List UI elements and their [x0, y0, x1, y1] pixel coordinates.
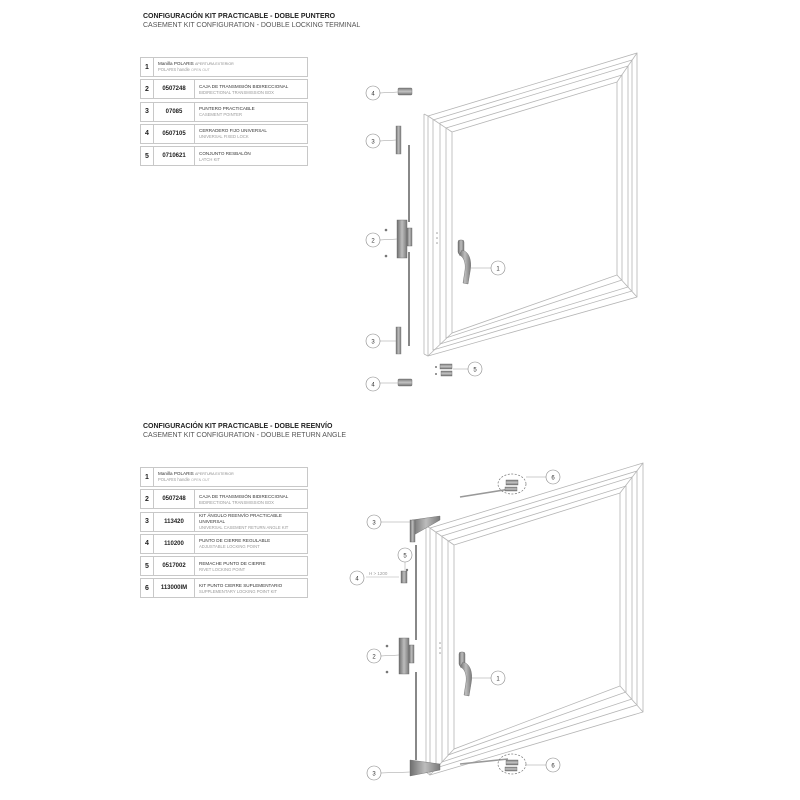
callout-number: 3 — [371, 139, 375, 146]
hardware-rod-1 — [385, 126, 412, 354]
part-code: 0710621 — [154, 146, 195, 166]
part-desc-en: SUPPLEMENTARY LOCKING POINT KIT — [199, 588, 278, 594]
part-code: 0517002 — [154, 556, 195, 576]
callout-marker — [526, 470, 560, 484]
part-desc-en: BIDIRECTIONAL TRANSMISSION BOX — [199, 89, 274, 95]
part-code: 0507248 — [154, 489, 195, 509]
callout-marker — [366, 86, 398, 100]
part-number: 1 — [140, 467, 154, 487]
callout-number: 4 — [371, 91, 375, 98]
window-frame-2 — [426, 463, 643, 775]
dots-2 — [439, 642, 441, 654]
callout-number: 3 — [372, 520, 376, 527]
part-code: 07085 — [154, 102, 195, 122]
section-1-title-es: CONFIGURACIÓN KIT PRACTICABLE - DOBLE PUNTERO — [143, 13, 336, 20]
part-desc-en: POLARIS handle — [158, 67, 190, 72]
hardware-rod-2 — [386, 516, 440, 776]
section-1-title-en: CASEMENT KIT CONFIGURATION - DOUBLE LOCKING TERMINAL — [143, 22, 361, 29]
callout-number: 1 — [496, 266, 500, 273]
section-2-title-es: CONFIGURACIÓN KIT PRACTICABLE - DOBLE REENVÍO — [143, 423, 333, 430]
callout-number: 2 — [371, 238, 375, 245]
part-code: 113420 — [154, 512, 195, 532]
part-desc-en: LATCH KIT — [199, 156, 221, 162]
callout-number: 3 — [371, 339, 375, 346]
callout-number: 2 — [372, 654, 376, 661]
part-desc-es-small: APERTURA EXTERIOR — [195, 62, 234, 66]
callout-marker — [367, 766, 410, 780]
polaris-handle-icon-1 — [458, 240, 471, 284]
callout-number: 4 — [355, 576, 359, 583]
callout-number: 1 — [496, 676, 500, 683]
callout-number: 4 — [371, 382, 375, 389]
section-2-title-en: CASEMENT KIT CONFIGURATION - DOUBLE RETURN ANGLE — [143, 432, 347, 439]
part-desc-en: RIVET LOCKING POINT — [199, 566, 246, 572]
callout-marker — [470, 261, 505, 275]
window-frame-1 — [424, 53, 637, 356]
part-desc-es-small: APERTURA EXTERIOR — [195, 472, 234, 476]
part-code: 0507248 — [154, 79, 195, 99]
part-desc-es: KIT ÁNGULO REENVÍO PRACTICABLE UNIVERSAL — [199, 513, 282, 525]
latch-kit-icon-1 — [435, 364, 452, 376]
part-desc-es: Manilla POLARIS — [158, 61, 194, 66]
callout-number: 3 — [372, 771, 376, 778]
callout-marker — [366, 377, 398, 391]
part-desc-en: POLARIS handle — [158, 477, 190, 482]
part-desc-es: CAJA DE TRANSMISIÓN BIDIRECCIONAL — [199, 83, 289, 89]
callout-number: 5 — [473, 367, 477, 374]
part-code: 0507105 — [154, 124, 195, 144]
part-desc-en: UNIVERSAL FIXED LOCK — [199, 134, 249, 140]
callout-marker — [366, 334, 396, 348]
part-desc-en: CASEMENT POINTER — [199, 112, 242, 118]
polaris-handle-icon-2 — [459, 652, 472, 696]
callout-marker — [366, 134, 396, 148]
part-number: 5 — [140, 146, 154, 166]
part-code: 110200 — [154, 534, 195, 554]
part-number: 5 — [140, 556, 154, 576]
part-number: 3 — [140, 102, 154, 122]
part-desc-en: ADJUSTABLE LOCKING POINT — [199, 544, 260, 550]
callout-marker — [526, 758, 560, 772]
callout-number: 5 — [403, 553, 407, 560]
part-number: 1 — [140, 57, 154, 77]
part-desc-en-small: OPEN OUT — [191, 68, 210, 72]
part-desc-en-small: OPEN OUT — [191, 478, 210, 482]
callout-marker — [366, 233, 397, 247]
callout-number: 6 — [551, 763, 555, 770]
part-desc-es: PUNTO DE CIERRE REGULABLE — [199, 538, 271, 544]
part-desc-en: UNIVERSAL CASEMENT RETURN ANGLE KIT — [199, 525, 289, 531]
callout-marker — [350, 571, 364, 585]
part-number: 4 — [140, 124, 154, 144]
part-number: 2 — [140, 79, 154, 99]
callout-marker — [398, 548, 412, 570]
part-number: 4 — [140, 534, 154, 554]
part-desc-es: Manilla POLARIS — [158, 471, 194, 476]
part-desc-es: PUNTERO PRACTICABLE — [199, 106, 255, 112]
part-desc-es: CAJA DE TRANSMISIÓN BIDIRECCIONAL — [199, 493, 289, 499]
part-desc-es: CERRADERO FIJO UNIVERSAL — [199, 128, 267, 134]
part-code: 113000IM — [154, 578, 195, 598]
part-desc-en: BIDIRECTIONAL TRANSMISSION BOX — [199, 499, 274, 505]
callout-marker — [453, 362, 482, 376]
part-desc-es: KIT PUNTO CIERRE SUPLEMENTARIO — [199, 582, 283, 588]
part-desc-es: CONJUNTO RESBALÓN — [199, 150, 251, 156]
dimension-label: H > 1200 — [369, 571, 388, 576]
dots-1 — [436, 232, 438, 244]
callouts-1 — [366, 86, 505, 391]
part-number: 2 — [140, 489, 154, 509]
callout-marker — [367, 515, 410, 529]
callout-marker — [367, 649, 399, 663]
part-desc-es: REMACHE PUNTO DE CIERRE — [199, 560, 266, 566]
dimension-marker — [366, 571, 399, 577]
callout-number: 6 — [551, 475, 555, 482]
callout-marker — [472, 671, 505, 685]
part-number: 6 — [140, 578, 154, 598]
part-number: 3 — [140, 512, 154, 532]
supplementary-lock-rail — [460, 474, 526, 774]
